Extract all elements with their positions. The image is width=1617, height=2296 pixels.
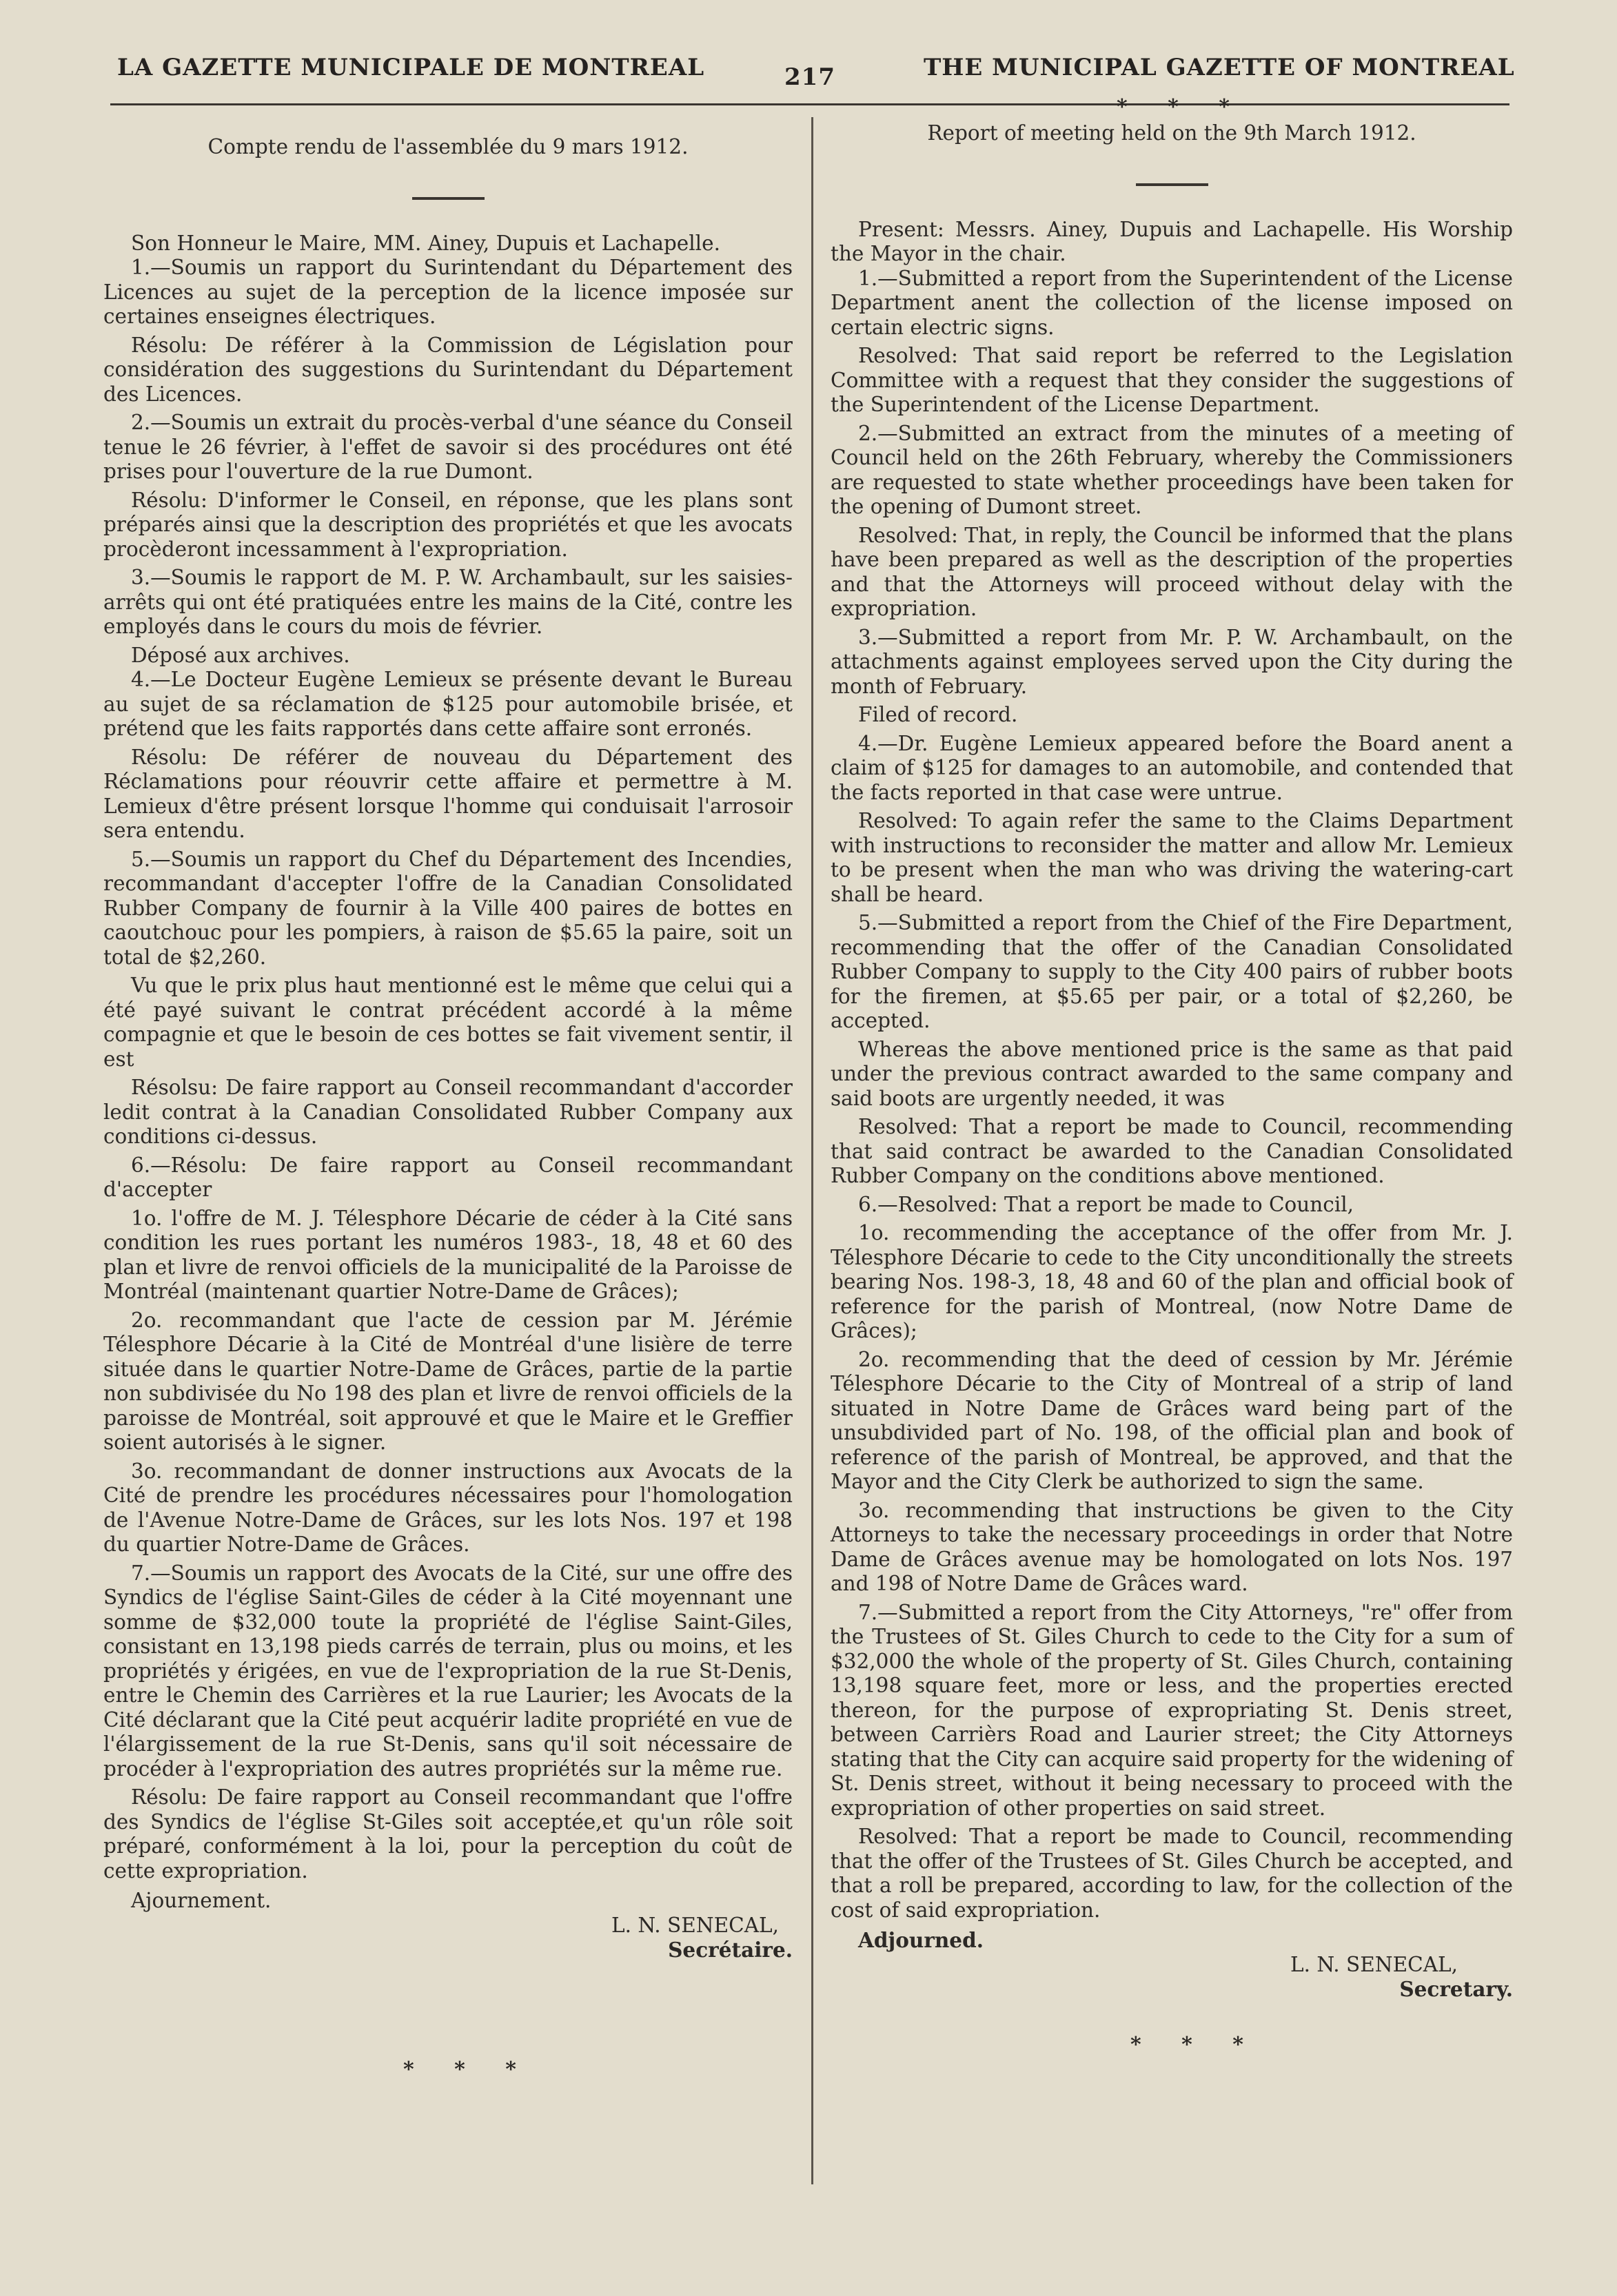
english-paragraph: Present: Messrs. Ainey, Dupuis and Lachapelle. His Worship the Mayor in the chair. <box>831 217 1513 265</box>
french-paragraph: Résolu: D'informer le Conseil, en réponse, que les plans sont préparés ainsi que la description des propriétés et que les avocats procèderont incessamment à l'expropriation. <box>103 488 793 561</box>
french-paragraph: 3o. recommandant de donner instructions aux Avocats de la Cité de prendre les procédures nécessaires pour l'homologation de l'Avenue Notre-Dame de Grâces, sur les lots Nos. 197 et 198 du quartier Notre-Dame de Grâces. <box>103 1459 793 1556</box>
english-signature-title: Secretary. <box>1399 1977 1513 2001</box>
english-paragraph: 3.—Submitted a report from Mr. P. W. Archambault, on the attachments against employees served upon the City during the month of February. <box>831 625 1513 698</box>
english-paragraph: 6.—Resolved: That a report be made to Council, <box>858 1192 1354 1216</box>
french-paragraph: Son Honneur le Maire, MM. Ainey, Dupuis et Lachapelle. <box>131 231 720 255</box>
french-paragraph: 4.—Le Docteur Eugène Lemieux se présente devant le Bureau au sujet de sa réclamation de $125 pour automobile brisée, et prétend que les faits rapportés dans cette affaire sont erronés. <box>103 668 793 740</box>
french-paragraph: Déposé aux archives. <box>131 643 350 667</box>
footer-stars-right: * * * <box>1130 2033 1260 2057</box>
french-title-rule <box>412 197 485 200</box>
english-paragraph: Filed of record. <box>858 703 1018 726</box>
english-paragraph: Resolved: That a report be made to Council, recommending that the offer of the Trustees of St. Giles Church be accepted, and that a roll be prepared, according to law, for the collection of the cost of said expropriation. <box>831 1825 1513 1922</box>
page-number: 217 <box>784 63 835 91</box>
english-paragraph: Resolved: That a report be made to Council, recommending that said contract be awarded to the Canadian Consolidated Rubber Company on the conditions above mentioned. <box>831 1115 1513 1187</box>
french-paragraph: 2.—Soumis un extrait du procès-verbal d'une séance du Conseil tenue le 26 février, à l'effet de savoir si des procédures ont été prises pour l'ouverture de la rue Dumont. <box>103 411 793 483</box>
english-title-rule <box>1136 183 1208 186</box>
french-paragraph: Résolsu: De faire rapport au Conseil recommandant d'accorder ledit contrat à la Canadian Consolidated Rubber Company aux conditions ci-dessus. <box>103 1076 793 1148</box>
french-paragraph: 2o. recommandant que l'acte de cession par M. Jérémie Télesphore Décarie à la Cité de Montréal d'une lisière de terre située dans le quartier Notre-Dame de Grâces, partie de la partie non subdivisée du No 198 des plan et livre de renvoi officiels de la paroisse de Montréal, soit approuvé et que le Maire et le Greffier soient autorisés à le signer. <box>103 1308 793 1454</box>
french-paragraph: 7.—Soumis un rapport des Avocats de la Cité, sur une offre des Syndics de l'église Saint-Giles de céder à la Cité moyennant une somme de $32,000 toute la propriété de l'église Saint-Giles, consistant en 13,198 pieds carrés de terrain, plus ou moins, et les propriétés y érigées, en vue de l'expropriation de la rue St-Denis, entre le Chemin des Carrières et la rue Laurier; les Avocats de la Cité déclarant que la Cité peut acquérir ladite propriété en vue de l'élargissement de la rue St-Denis, sans qu'il soit nécessaire de procéder à l'expropriation des autres propriétés sur la même rue. <box>103 1561 793 1781</box>
header-stars: * * * <box>1117 95 1246 119</box>
english-paragraph: 7.—Submitted a report from the City Attorneys, "re" offer from the Trustees of St. Giles Church to cede to the City for a sum of $32,000 the whole of the property of St. Giles Church, containing 13,198 square feet, more or less, and the properties erected thereon, for the purpose of expropriating St. Denis street, between Carrièrs Road and Laurier street; the City Attorneys stating that the City can acquire said property for the widening of St. Denis street, without it being necessary to proceed with the expropriation of other properties on said street. <box>831 1600 1514 1820</box>
french-column <box>103 135 793 1962</box>
french-paragraph: Vu que le prix plus haut mentionné est le même que celui qui a été payé suivant le contrat précédent accordé à la même compagnie et que le besoin de ces bottes se fait vivement sentir, il est <box>103 974 793 1071</box>
english-paragraph: 1.—Submitted a report from the Superintendent of the License Department anent the collection of the license imposed on certain electric signs. <box>831 266 1513 339</box>
english-paragraph: 2o. recommending that the deed of cession by Mr. Jérémie Télesphore Décarie to the City of Montreal of a strip of land situated in Notre Dame de Grâces ward being part of the unsubdivided part of No. 198, of the official plan and book of reference of the parish of Montreal, be approved, and that the Mayor and the City Clerk be authorized to sign the same. <box>831 1347 1513 1493</box>
english-paragraph: Resolved: That said report be referred to the Legislation Committee with a request that they consider the suggestions of the Superintendent of the License Department. <box>831 344 1513 416</box>
english-column <box>831 121 1513 2002</box>
header-french-title: LA GAZETTE MUNICIPALE DE MONTREAL <box>117 54 705 81</box>
french-paragraph: 1.—Soumis un rapport du Surintendant du Département des Licences au sujet de la perception de la licence imposée sur certaines enseignes électriques. <box>103 256 793 328</box>
footer-stars-left: * * * <box>403 2058 533 2082</box>
english-paragraph: Whereas the above mentioned price is the same as that paid under the previous contract awarded to the same company and said boots are urgently needed, it was <box>831 1037 1513 1110</box>
english-paragraph: 3o. recommending that instructions be given to the City Attorneys to take the necessary proceedings in order that Notre Dame de Grâces avenue may be homologated on lots Nos. 197 and 198 of Notre Dame de Grâces ward. <box>831 1498 1513 1595</box>
french-signature-title: Secrétaire. <box>668 1938 793 1962</box>
header-rule <box>110 103 1509 105</box>
french-paragraph: 3.—Soumis le rapport de M. P. W. Archambault, sur les saisies-arrêts qui ont été pratiquées entre les mains de la Cité, contre les employés dans le cours du mois de février. <box>103 566 793 638</box>
english-report-title: Report of meeting held on the 9th March 1912. <box>927 121 1416 145</box>
english-paragraph: 2.—Submitted an extract from the minutes of a meeting of Council held on the 26th February, whereby the Commissioners are requested to state whether proceedings have been taken for the opening of Dumont street. <box>831 421 1513 518</box>
french-adjourned: Ajournement. <box>131 1889 272 1912</box>
english-adjourned: Adjourned. <box>858 1928 984 1952</box>
french-paragraph: 1o. l'offre de M. J. Télesphore Décarie de céder à la Cité sans condition les rues portant les numéros 1983-, 18, 48 et 60 des plan et livre de renvoi officiels de la municipalité de la Paroisse de Montréal (maintenant quartier Notre-Dame de Grâces); <box>103 1206 793 1303</box>
french-paragraph: Résolu: De faire rapport au Conseil recommandant que l'offre des Syndics de l'église St-Giles soit acceptée,et qu'un rôle soit préparé, conformément à la loi, pour la perception du coût de cette expropriation. <box>103 1785 793 1883</box>
column-divider <box>811 117 813 2184</box>
header-english-title: THE MUNICIPAL GAZETTE OF MONTREAL <box>924 54 1515 81</box>
english-paragraph: 4.—Dr. Eugène Lemieux appeared before the Board anent a claim of $125 for damages to an automobile, and contended that the facts reported in that case were untrue. <box>831 731 1513 804</box>
english-paragraph: 5.—Submitted a report from the Chief of the Fire Department, recommending that the offer of the Canadian Consolidated Rubber Company to supply to the City 400 pairs of rubber boots for the firemen, at $5.65 per pair, or a total of $2,260, be accepted. <box>831 911 1513 1032</box>
french-paragraph: Résolu: De référer de nouveau du Département des Réclamations pour réouvrir cette affaire et permettre à M. Lemieux d'être présent lorsque l'homme qui conduisait l'arrosoir sera entendu. <box>103 745 793 842</box>
french-signature-name: L. N. SENECAL, <box>611 1913 779 1937</box>
french-paragraph: 5.—Soumis un rapport du Chef du Département des Incendies, recommandant d'accepter l'offre de la Canadian Consolidated Rubber Company de fournir à la Ville 400 paires de bottes en caoutchouc pour les pompiers, à raison de $5.65 la paire, soit un total de $2,260. <box>103 847 793 969</box>
english-paragraph: Resolved: That, in reply, the Council be informed that the plans have been prepared as well as the description of the properties and that the Attorneys will proceed without delay with the expropriation. <box>831 523 1513 620</box>
french-report-title: Compte rendu de l'assemblée du 9 mars 1912. <box>207 135 689 158</box>
english-paragraph: 1o. recommending the acceptance of the offer from Mr. J. Télesphore Décarie to cede to the City unconditionally the streets bearing Nos. 198-3, 18, 48 and 60 of the plan and official book of reference for the parish of Montreal, (now Notre Dame de Grâces); <box>831 1221 1513 1342</box>
french-paragraph: Résolu: De référer à la Commission de Législation pour considération des suggestions du Surintendant du Département des Licences. <box>103 333 793 406</box>
english-paragraph: Resolved: To again refer the same to the Claims Department with instructions to reconsider the matter and allow Mr. Lemieux to be present when the man who was driving the watering-cart shall be heard. <box>831 809 1513 906</box>
english-signature-name: L. N. SENECAL, <box>1290 1952 1458 1976</box>
french-paragraph: 6.—Résolu: De faire rapport au Conseil recommandant d'accepter <box>103 1153 793 1201</box>
